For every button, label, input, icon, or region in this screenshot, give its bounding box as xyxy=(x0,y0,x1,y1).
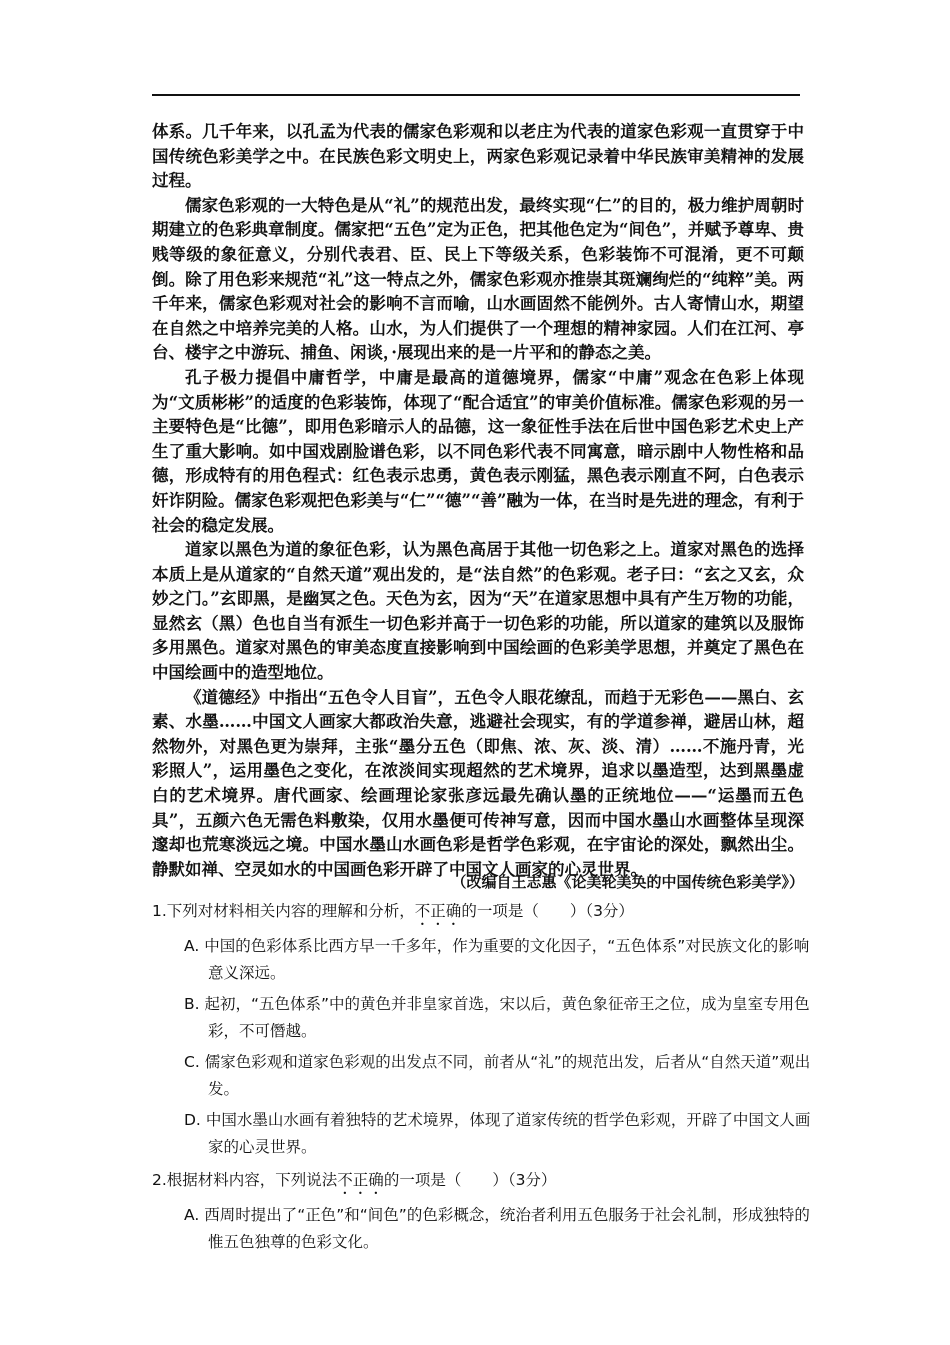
option-text: 儒家色彩观和道家色彩观的出发点不同，前者从“礼”的规范出发，后者从“自然天道”观出发。 xyxy=(204,1053,811,1098)
passage-paragraph: 道家以黑色为道的象征色彩，认为黑色高居于其他一切色彩之上。道家对黑色的选择本质上是从道家的“自然天道”观出发的，是“法自然”的色彩观。老子曰：“玄之又玄，众妙之门。”玄即黑，是幽冥之色。天色为玄，因为“天”在道家思想中具有产生万物的功能，显然玄（黑）色也自当有派生一切色彩并高于一切色彩的功能，所以道家的建筑以及服饰多用黑色。道家对黑色的审美态度直接影响到中国绘画的色彩美学思想，并奠定了黑色在中国绘画中的造型地位。 xyxy=(152,540,804,683)
option-letter: B. xyxy=(184,995,200,1013)
passage-source: （改编自王志惠《论美轮美奂的中国传统色彩美学》） xyxy=(451,873,804,891)
question-stem-pre: 1.下列对材料相关内容的理解和分析， xyxy=(152,902,415,920)
reading-passage xyxy=(152,120,804,882)
question-stem-emphasis: 不正确 xyxy=(337,1171,384,1189)
top-rule xyxy=(152,94,800,96)
question-1-option-d xyxy=(184,1107,812,1161)
passage-paragraph: 《道德经》中指出“五色令人目盲”，五色令人眼花缭乱，而趋于无彩色——黑白、玄素、水墨……中国文人画家大都政治失意，逃避社会现实，有的学道参禅，避居山林，超然物外，对黑色更为崇拜，主张“墨分五色（即焦、浓、灰、淡、清）……不施丹青，光彩照人”，运用墨色之变化，在浓淡间实现超然的艺术境界，追求以墨造型，达到黑墨虚白的艺术境界。唐代画家、绘画理论家张彦远最先确认墨的正统地位——“运墨而五色具”，五颜六色无需色料敷染，仅用水墨便可传神写意，因而中国水墨山水画整体呈现深邃却也荒寒淡远之境。中国水墨山水画色彩是哲学色彩观，在宇宙论的深处，飘然出尘。静默如禅、空灵如水的中国画色彩开辟了中国文人画家的心灵世界。 xyxy=(152,687,804,879)
question-1-stem xyxy=(152,898,812,929)
passage-paragraph: 体系。几千年来，以孔孟为代表的儒家色彩观和以老庄为代表的道家色彩观一直贯穿于中国传统色彩美学之中。在民族色彩文明史上，两家色彩观记录着中华民族审美精神的发展过程。 xyxy=(152,122,804,191)
option-text: 西周时提出了“正色”和“间色”的色彩概念，统治者利用五色服务于社会礼制，形成独特的惟五色独尊的色彩文化。 xyxy=(204,1206,810,1251)
question-2-option-a xyxy=(184,1202,812,1256)
question-stem-pre: 2.根据材料内容，下列说法 xyxy=(152,1171,338,1189)
question-1-option-a xyxy=(184,933,812,987)
option-letter: A. xyxy=(184,937,200,955)
option-letter: D. xyxy=(184,1111,201,1129)
passage-paragraph: 儒家色彩观的一大特色是从“礼”的规范出发，最终实现“仁”的目的，极力维护周朝时期建立的色彩典章制度。儒家把“五色”定为正色，把其他色定为“间色”，并赋予尊卑、贵贱等级的象征意义，分别代表君、臣、民上下等级关系，色彩装饰不可混淆，更不可颠倒。除了用色彩来规范“礼”这一特点之外，儒家色彩观亦推崇其斑斓绚烂的“纯粹”美。两千年来，儒家色彩观对社会的影响不言而喻，山水画固然不能例外。古人寄情山水，期望在自然之中培养完美的人格。山水，为人们提供了一个理想的精神家园。人们在江河、亭台、楼宇之中游玩、捕鱼、闲谈，·展现出来的是一片平和的静态之美。 xyxy=(152,195,804,363)
option-text: 起初，“五色体系”中的黄色并非皇家首选，宋以后，黄色象征帝王之位，成为皇室专用色彩，不可僭越。 xyxy=(204,995,810,1040)
option-text: 中国水墨山水画有着独特的艺术境界，体现了道家传统的哲学色彩观，开辟了中国文人画家的心灵世界。 xyxy=(205,1111,811,1156)
passage-paragraph: 孔子极力提倡中庸哲学，中庸是最高的道德境界，儒家“中庸”观念在色彩上体现为“文质彬彬”的适度的色彩装饰，体现了“配合适宜”的审美价值标准。儒家色彩观的另一主要特色是“比德”，即用色彩暗示人的品德，这一象征性手法在后世中国色彩艺术史上产生了重大影响。如中国戏剧脸谱色彩，以不同色彩代表不同寓意，暗示剧中人物性格和品德，形成特有的用色程式：红色表示忠勇，黄色表示刚猛，黑色表示刚直不阿，白色表示奸诈阴险。儒家色彩观把色彩美与“仁”“德”“善”融为一体，在当时是先进的理念，有利于社会的稳定发展。 xyxy=(152,367,804,535)
option-text: 中国的色彩体系比西方早一千多年，作为重要的文化因子，“五色体系”对民族文化的影响意义深远。 xyxy=(204,937,810,982)
option-letter: A. xyxy=(184,1206,200,1224)
option-letter: C. xyxy=(184,1053,200,1071)
question-1-option-c xyxy=(184,1049,812,1103)
question-stem-post: 的一项是（ ）（3分） xyxy=(383,1171,557,1189)
question-2-stem xyxy=(152,1167,812,1198)
question-stem-emphasis: 不正确 xyxy=(414,902,462,920)
questions xyxy=(152,898,812,1256)
question-1-option-b xyxy=(184,991,812,1045)
question-stem-post: 的一项是（ ）（3分） xyxy=(461,902,634,920)
